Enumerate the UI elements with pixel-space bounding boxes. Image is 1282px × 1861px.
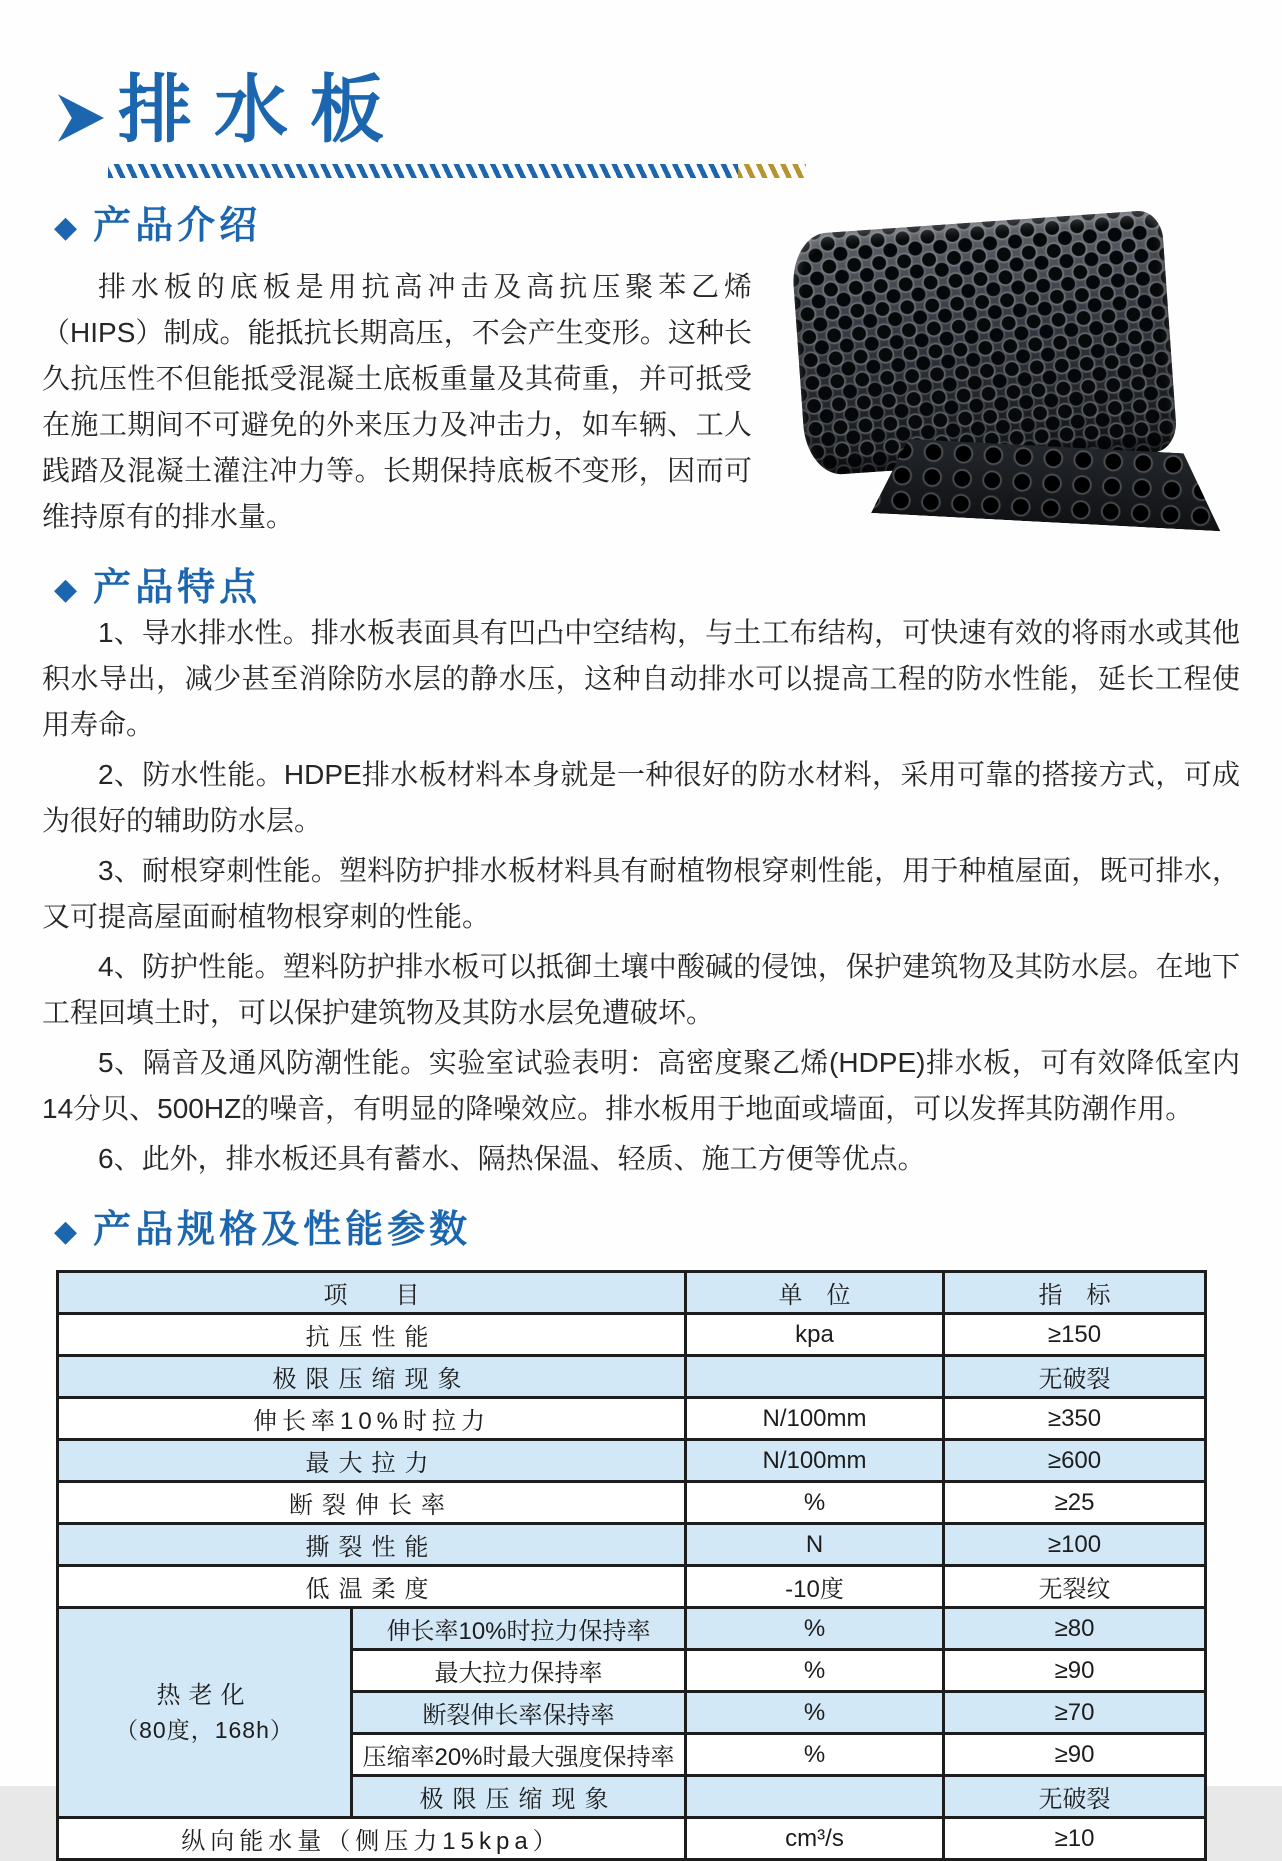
spec-unit-cell: [686, 1356, 944, 1398]
spec-value-cell: 无破裂: [944, 1776, 1206, 1818]
section-specs: [0, 1208, 1282, 1861]
product-photo: [792, 218, 1250, 522]
feature-item-1: 1、导水排水性。排水板表面具有凹凸中空结构，与土工布结构，可快速有效的将雨水或其他积水导出，减少甚至消除防水层的静水压，这种自动排水可以提高工程的防水性能，延长工程使用寿命。: [42, 617, 1240, 740]
spec-unit-cell: %: [686, 1608, 944, 1650]
spec-unit-cell: -10度: [686, 1566, 944, 1608]
specs-section-head: [54, 1208, 1282, 1252]
spec-row: [58, 1482, 1206, 1524]
intro-paragraph-text: 排水板的底板是用抗高冲击及高抗压聚苯乙烯（HIPS）制成。能抵抗长期高压，不会产生变形。这种长久抗压性不但能抵受混凝土底板重量及其荷重，并可抵受在施工期间不可避免的外来压力及冲击力，如车辆、工人践踏及混凝土灌注冲力等。长期保持底板不变形，因而可维持原有的排水量。: [42, 271, 752, 532]
spec-unit-cell: [686, 1776, 944, 1818]
spec-value-cell: 无破裂: [944, 1356, 1206, 1398]
spec-unit-cell: %: [686, 1692, 944, 1734]
spec-unit-cell: N: [686, 1524, 944, 1566]
feature-item-4: 4、防护性能。塑料防护排水板可以抵御土壤中酸碱的侵蚀，保护建筑物及其防水层。在地下工程回填土时，可以保护建筑物及其防水层免遭破坏。: [42, 951, 1240, 1028]
spec-unit-cell: %: [686, 1482, 944, 1524]
col-header-index: 指 标: [944, 1272, 1206, 1314]
spec-row: [58, 1818, 1206, 1860]
spec-value-cell: ≥80: [944, 1608, 1206, 1650]
doc-header: [0, 0, 1282, 178]
col-header-unit: 单 位: [686, 1272, 944, 1314]
spec-unit-cell: kpa: [686, 1314, 944, 1356]
spec-item-cell: 纵向能水量（侧压力15kpa）: [58, 1818, 686, 1860]
spec-item-cell: 断裂伸长率: [58, 1482, 686, 1524]
section-diamond-icon: ◆: [54, 211, 78, 244]
spec-value-cell: ≥70: [944, 1692, 1206, 1734]
drainage-sheet-image: [856, 436, 1231, 531]
specs-heading: 产品规格及性能参数: [93, 1209, 472, 1251]
spec-value-cell: ≥10: [944, 1818, 1206, 1860]
section-features: [0, 566, 1282, 1182]
spec-item-cell: 抗压性能: [58, 1314, 686, 1356]
section-diamond-icon: ◆: [54, 573, 78, 606]
feature-item-3: 3、耐根穿刺性能。塑料防护排水板材料具有耐植物根穿刺性能，用于种植屋面，既可排水，又可提高屋面耐植物根穿刺的性能。: [42, 855, 1240, 932]
title-row: [56, 70, 1282, 152]
col-header-item: 项 目: [58, 1272, 686, 1314]
stripe-gold-segment: [738, 164, 806, 178]
drainage-roll-image: [790, 209, 1178, 476]
spec-row: [58, 1524, 1206, 1566]
spec-value-cell: ≥100: [944, 1524, 1206, 1566]
spec-value-cell: ≥90: [944, 1734, 1206, 1776]
spec-item-cell: 伸长率10%时拉力保持率: [352, 1608, 686, 1650]
spec-header-row: [58, 1272, 1206, 1314]
spec-value-cell: ≥600: [944, 1440, 1206, 1482]
title-arrow-icon: [58, 90, 104, 146]
feature-item-6: 6、此外，排水板还具有蓄水、隔热保温、轻质、施工方便等优点。: [98, 1143, 926, 1174]
heat-aging-group-cell: [58, 1608, 352, 1818]
spec-unit-cell: cm³/s: [686, 1818, 944, 1860]
spec-item-cell: 压缩率20%时最大强度保持率: [352, 1734, 686, 1776]
spec-item-cell: 低温柔度: [58, 1566, 686, 1608]
feature-item-2: 2、防水性能。HDPE排水板材料本身就是一种很好的防水材料，采用可靠的搭接方式，可成为很好的辅助防水层。: [42, 759, 1240, 836]
page-title: 排水板: [118, 70, 406, 152]
spec-unit-cell: %: [686, 1650, 944, 1692]
features-heading: 产品特点: [93, 567, 262, 609]
spec-row: [58, 1566, 1206, 1608]
spec-value-cell: ≥350: [944, 1398, 1206, 1440]
intro-heading: 产品介绍: [93, 205, 262, 247]
spec-value-cell: ≥150: [944, 1314, 1206, 1356]
spec-value-cell: ≥25: [944, 1482, 1206, 1524]
spec-item-cell: 最大拉力保持率: [352, 1650, 686, 1692]
section-diamond-icon: ◆: [54, 1215, 78, 1248]
spec-row: [58, 1398, 1206, 1440]
spec-unit-cell: %: [686, 1734, 944, 1776]
feature-item-5: 5、隔音及通风防潮性能。实验室试验表明：高密度聚乙烯(HDPE)排水板，可有效降低室内14分贝、500HZ的噪音，有明显的降噪效应。排水板用于地面或墙面，可以发挥其防潮作用。: [42, 1047, 1240, 1124]
features-section-head: [54, 566, 1282, 610]
spec-row: [58, 1356, 1206, 1398]
spec-item-cell: 伸长率10%时拉力: [58, 1398, 686, 1440]
spec-item-cell: 极限压缩现象: [58, 1356, 686, 1398]
stripe-blue-segment: [108, 164, 738, 178]
spec-item-cell: 最大拉力: [58, 1440, 686, 1482]
heat-aging-condition: （80度，168h）: [115, 1716, 294, 1743]
spec-value-cell: ≥90: [944, 1650, 1206, 1692]
heat-aging-label: 热老化: [156, 1681, 253, 1709]
spec-unit-cell: N/100mm: [686, 1398, 944, 1440]
spec-row: [58, 1440, 1206, 1482]
spec-item-cell: 极限压缩现象: [352, 1776, 686, 1818]
spec-row-heat-aging: [58, 1608, 1206, 1650]
spec-row: [58, 1314, 1206, 1356]
spec-item-cell: 撕裂性能: [58, 1524, 686, 1566]
spec-unit-cell: N/100mm: [686, 1440, 944, 1482]
stripe-divider: [108, 164, 1282, 178]
spec-item-cell: 断裂伸长率保持率: [352, 1692, 686, 1734]
spec-value-cell: 无裂纹: [944, 1566, 1206, 1608]
spec-table: [56, 1270, 1207, 1861]
